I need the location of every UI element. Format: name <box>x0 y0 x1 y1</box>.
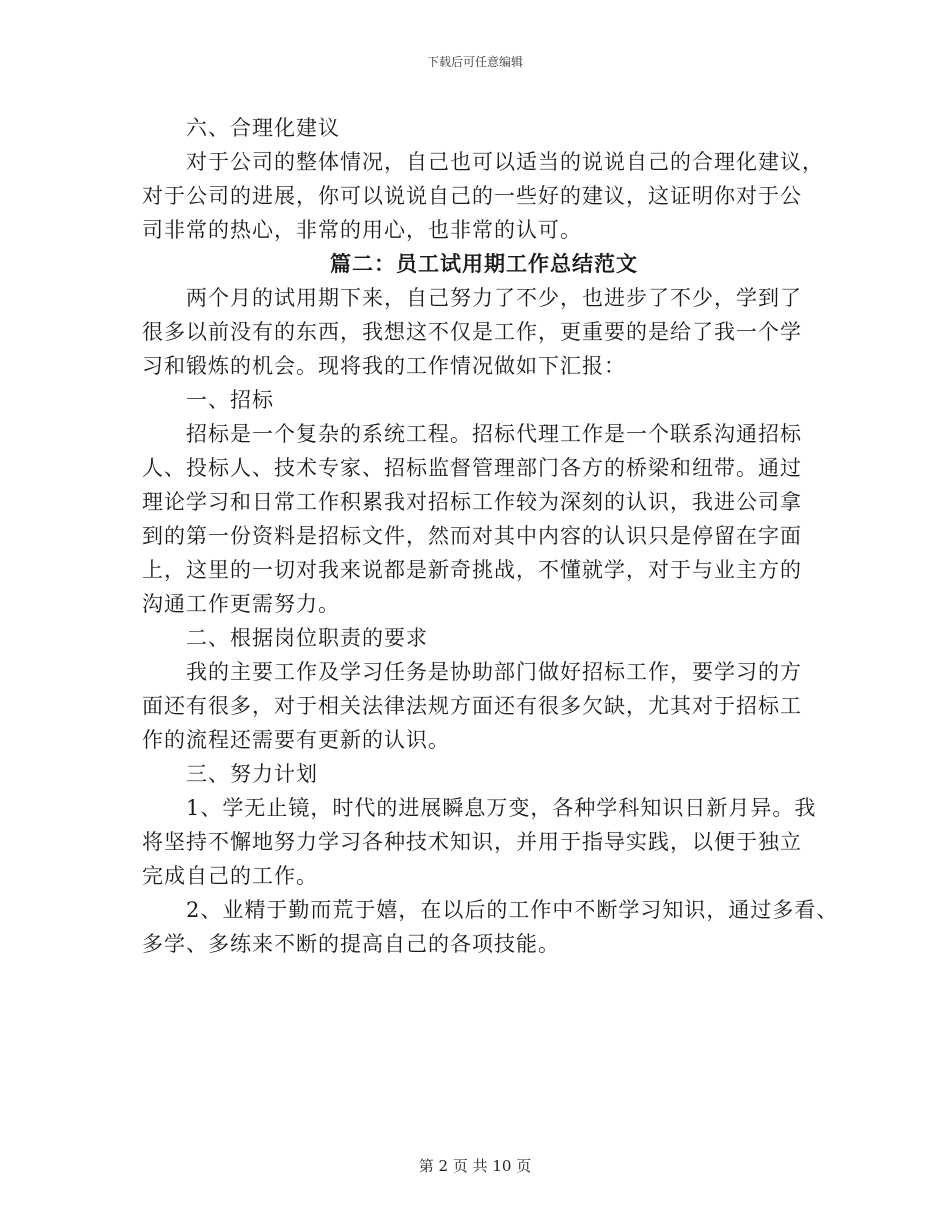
paragraph-line: 多学、多练来不断的提高自己的各项技能。 <box>142 932 560 956</box>
paragraph-line: 理论学习和日常工作积累我对招标工作较为深刻的认识，我进公司拿 <box>142 490 802 514</box>
paragraph-line: 很多以前没有的东西，我想这不仅是工作，更重要的是给了我一个学 <box>142 320 802 344</box>
section-heading: 一、招标 <box>186 388 274 412</box>
paragraph-line: 沟通工作更需努力。 <box>142 592 340 616</box>
page-header: 下载后可任意编辑 <box>426 55 523 69</box>
paragraph-line: 司非常的热心，非常的用心，也非常的认可。 <box>142 218 582 242</box>
paragraph-line: 1、学无止镜，时代的进展瞬息万变，各种学科知识日新月异。我 <box>186 796 817 820</box>
document-body <box>142 111 839 961</box>
paragraph-line: 习和锻炼的机会。现将我的工作情况做如下汇报： <box>142 354 626 378</box>
paragraph-line: 完成自己的工作。 <box>142 864 318 888</box>
paragraph-line: 到的第一份资料是招标文件，然而对其中内容的认识只是停留在字面 <box>142 524 802 548</box>
paragraph-line: 面还有很多，对于相关法律法规方面还有很多欠缺，尤其对于招标工 <box>142 694 802 718</box>
article-title: 篇二：员工试用期工作总结范文 <box>330 251 638 276</box>
paragraph-line: 对于公司的整体情况，自己也可以适当的说说自己的合理化建议， <box>186 150 824 174</box>
paragraph-line: 对于公司的进展，你可以说说自己的一些好的建议，这证明你对于公 <box>142 184 802 208</box>
section-heading: 三、努力计划 <box>186 762 318 786</box>
paragraph-line: 作的流程还需要有更新的认识。 <box>142 728 450 752</box>
paragraph-line: 将坚持不懈地努力学习各种技术知识，并用于指导实践，以便于独立 <box>142 830 802 854</box>
section-heading: 二、根据岗位职责的要求 <box>186 626 428 650</box>
page-number-footer: 第 2 页 共 10 页 <box>418 1157 532 1175</box>
section-heading: 六、合理化建议 <box>186 116 340 140</box>
paragraph-line: 两个月的试用期下来，自己努力了不少，也进步了不少，学到了 <box>186 286 802 310</box>
paragraph-line: 我的主要工作及学习任务是协助部门做好招标工作，要学习的方 <box>186 660 802 684</box>
paragraph-line: 上，这里的一切对我来说都是新奇挑战，不懂就学，对于与业主方的 <box>142 558 802 582</box>
paragraph-line: 招标是一个复杂的系统工程。招标代理工作是一个联系沟通招标 <box>186 422 802 446</box>
paragraph-line: 2、业精于勤而荒于嬉，在以后的工作中不断学习知识，通过多看、 <box>186 898 839 922</box>
paragraph-line: 人、投标人、技术专家、招标监督管理部门各方的桥梁和纽带。通过 <box>142 456 802 480</box>
